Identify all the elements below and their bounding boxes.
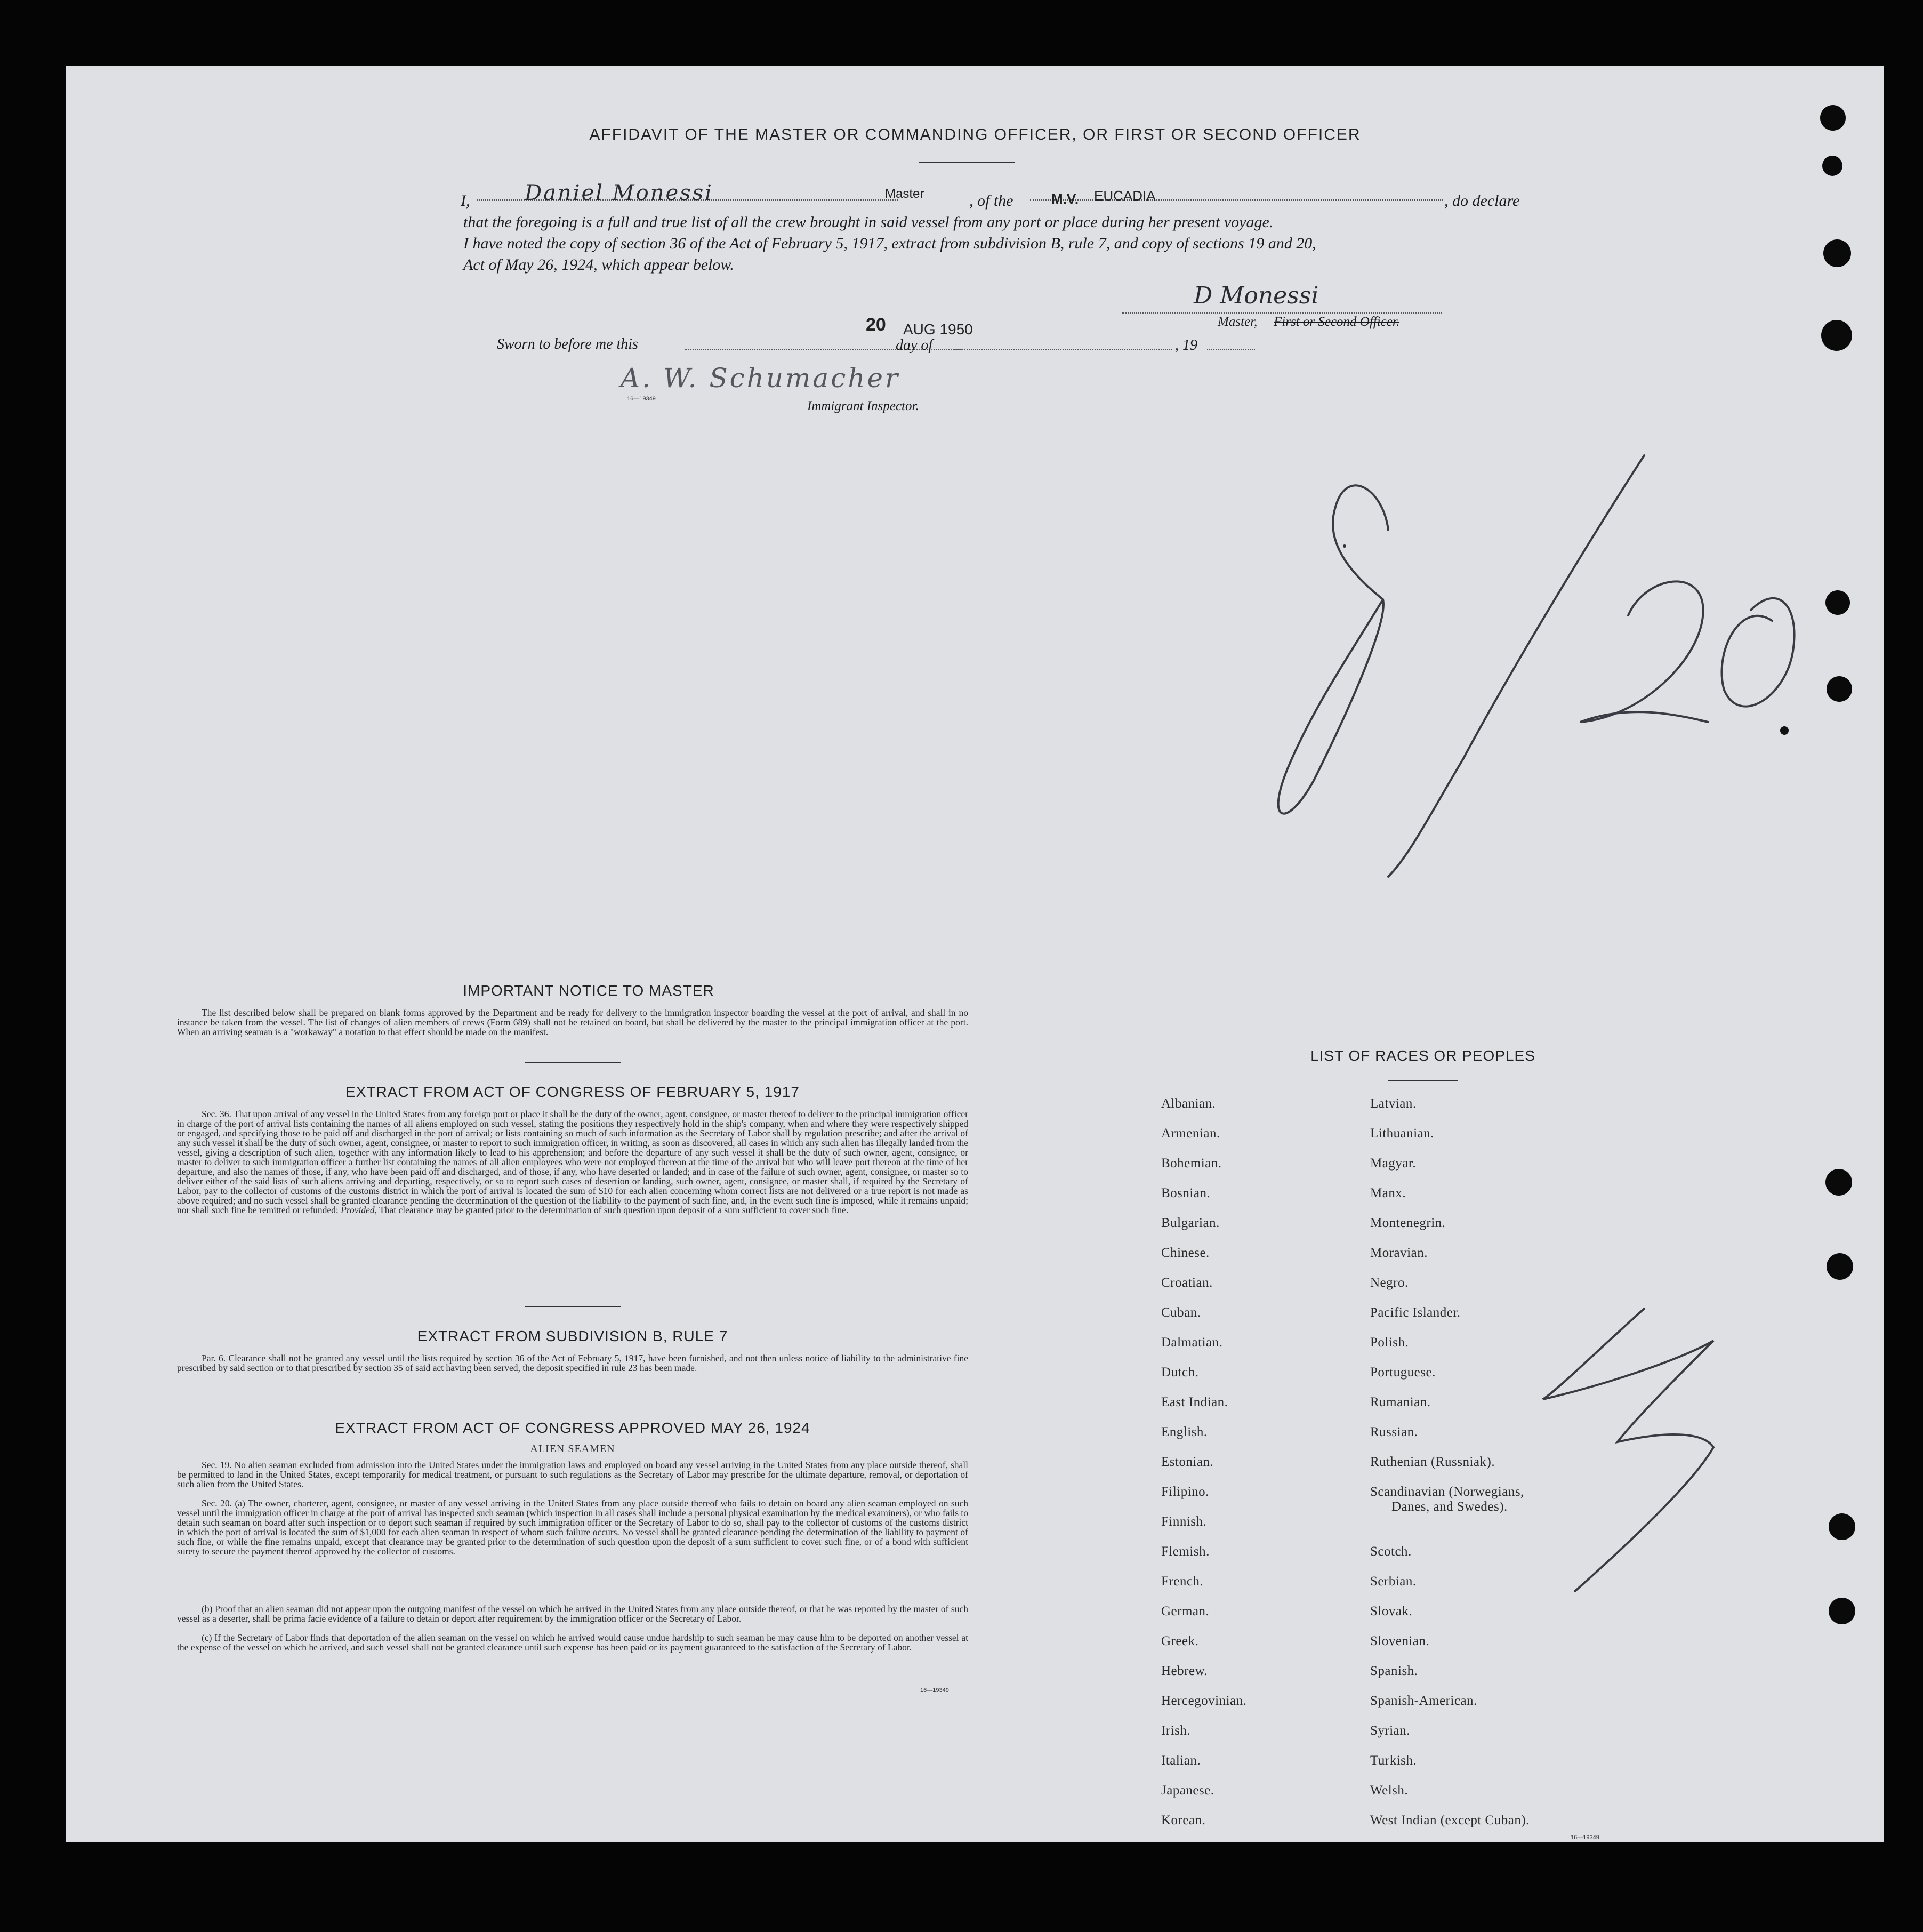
race-item: Hercegovinian. <box>1161 1694 1247 1708</box>
races-title: LIST OF RACES OR PEOPLES <box>1310 1047 1535 1064</box>
race-item: Latvian. <box>1370 1096 1417 1111</box>
races-form-number: 16—19349 <box>1571 1834 1599 1841</box>
day-of-text: day of <box>896 337 933 354</box>
sworn-text: Sworn to before me this <box>497 336 638 352</box>
pencil-dot <box>1780 726 1789 735</box>
race-item: Greek. <box>1161 1634 1199 1648</box>
race-item: Moravian. <box>1370 1246 1428 1260</box>
affidavit-line-2: that the foregoing is a full and true list of all the crew brought in said vessel from any port or place during her present voyage. <box>463 213 1274 231</box>
race-item: Japanese. <box>1161 1783 1214 1798</box>
race-item: Portuguese. <box>1370 1365 1436 1380</box>
race-item: Spanish-American. <box>1370 1694 1477 1708</box>
race-item: Rumanian. <box>1370 1395 1431 1409</box>
race-item: Korean. <box>1161 1813 1206 1827</box>
race-item: Negro. <box>1370 1276 1409 1290</box>
extract-1924-sec20b: (b) Proof that an alien seaman did not appear upon the outgoing manifest of the vessel on which he arrived in the United States from any place outside thereof, or that he was reported by the master of such vessel as a deserter, shall be prima facie evidence of a failure to detain or deport after requirement by the immigration officer or the Secretary of Labor. <box>177 1604 968 1624</box>
inspector-caption: Immigrant Inspector. <box>807 399 919 413</box>
race-item: Italian. <box>1161 1753 1201 1768</box>
handwritten-digit-8 <box>1278 485 1388 813</box>
inspector-form-number: 16—19349 <box>627 396 656 402</box>
race-item: Slovenian. <box>1370 1634 1430 1648</box>
affidavit-title: AFFIDAVIT OF THE MASTER OR COMMANDING OFFICER, OR FIRST OR SECOND OFFICER <box>589 126 1361 143</box>
notice-title: IMPORTANT NOTICE TO MASTER <box>463 982 714 999</box>
race-item: Slovak. <box>1370 1604 1413 1618</box>
race-item: Finnish. <box>1161 1514 1207 1529</box>
race-item: French. <box>1161 1574 1204 1589</box>
race-item: Bosnian. <box>1161 1186 1211 1200</box>
extract-rule7-body: Par. 6. Clearance shall not be granted any vessel until the lists required by section 36 of the Act of February 5, 1917, have been furnished, and not then unless notice of liability to the administrative fine prescribed by said section or to that prescribed by section 35 of said act having been served, the deposit specified in rule 23 has been made. <box>177 1353 968 1373</box>
do-declare-text: , do declare <box>1444 192 1520 210</box>
alien-seamen-subtitle: ALIEN SEAMEN <box>530 1443 615 1455</box>
handwritten-digit-3 <box>1543 1309 1713 1591</box>
document-page <box>66 66 1884 1842</box>
extract-1924-sec20c: (c) If the Secretary of Labor finds that deportation of the alien seaman on the vessel on which he arrived would cause undue hardship to such seaman he may cause him to be deported on another vessel at the expense of the vessel on which he arrived, and such vessel shall not be granted clearance until such expense has been paid or its payment guaranteed to the satisfaction of the Secretary of Labor. <box>177 1632 968 1653</box>
race-item: Filipino. <box>1161 1485 1209 1499</box>
section-rule <box>525 1306 621 1307</box>
race-item: Irish. <box>1161 1723 1191 1738</box>
declarant-prefix: I, <box>461 192 470 210</box>
extract-1917-body: Sec. 36. That upon arrival of any vessel in the United States from any foreign port or place it shall be the duty of the owner, agent, consignee, or master thereof to deliver to the principal immigration officer in charge of the port of arrival lists containing the names of all aliens employed on such vessel, stating the positions they respectively hold in the ship's company, when and where they were respectively shipped or engaged, and specifying those to be paid off and discharged in the port of arrival; or lists containing so much of such information as the Secretary of Labor shall by regulation prescribe; and after the arrival of any such vessel it shall be the duty of such owner, agent, consignee, or master to report to such immigration officer, in writing, as soon as discovered, all cases in which any such alien has illegally landed from the vessel, giving a description of such alien, together with any information likely to lead to his apprehension; and before the departure of any such vessel it shall be the duty of such owner, agent, consignee, or master to deliver to such immigration officer a further list containing the names of all alien employees who were not employed thereon at the time of the arrival but who will leave port thereon at the time of her departure, and also the names of those, if any, who have been paid off and discharged, and of those, if any, who have deserted or landed; and in case of the failure of such owner, agent, consignee, or master so to deliver either of the said lists of such aliens arriving and departing, respectively, or so to report such cases of desertion or landing, such owner, agent, consignee, or master shall, if required by the Secretary of Labor, pay to the collector of customs of the customs district in which the port of arrival is located the sum of $10 for each alien concerning whom correct lists are not delivered or a true report is not made as above required; and no such vessel shall be granted clearance pending the determination of the question of the liability to the payment of such fine, and, in the event such fine is imposed, while it remains unpaid; nor shall such fine be remitted or refunded: Provided, That clearance may be granted prior to the determination of such question upon deposit of a sum sufficient to cover such fine. <box>177 1109 968 1215</box>
handwritten-slash <box>1388 455 1644 877</box>
race-item: Polish. <box>1370 1335 1409 1350</box>
race-item: Hebrew. <box>1161 1664 1208 1678</box>
master-signature: D Monessi <box>1194 282 1319 309</box>
extract-1917-title: EXTRACT FROM ACT OF CONGRESS OF FEBRUARY 5, 1917 <box>345 1084 800 1100</box>
extract-1924-sec20a: Sec. 20. (a) The owner, charterer, agent, consignee, or master of any vessel arriving in the United States from any place outside thereof who fails to detain on board any alien seaman employed on such vessel until the immigration officer in charge at the port of arrival has inspected such seaman (which inspection in all cases shall include a personal physical examination by the medical examiners), or who fails to detain such seaman on board after such inspection or to deport such seaman if required by such immigration officer or the Secretary of Labor to do so, shall pay to the collector of customs of the customs district in which the port of arrival is located the sum of $1,000 for each alien seaman in respect of whom such failure occurs. No vessel shall be granted clearance pending the determination of the liability to payment of such fine, or while the fine remains unpaid, except that clearance may be granted prior to the determination of such question upon the deposit of a sum sufficient to cover such fine, or of a bond with sufficient surety to secure the payment thereof approved by the collector of customs. <box>177 1498 968 1557</box>
affidavit-line-4: Act of May 26, 1924, which appear below. <box>463 256 734 274</box>
race-item: Flemish. <box>1161 1544 1210 1559</box>
race-item: Scotch. <box>1370 1544 1412 1559</box>
inspector-signature: A. W. Schumacher <box>621 363 900 394</box>
extract-1924-sec19: Sec. 19. No alien seaman excluded from admission into the United States under the immigration laws and employed on board any vessel arriving in the United States from any place outside thereof, shall be permitted to land in the United States, except temporarily for medical treatment, or pursuant to such regulations as the Secretary of Labor may prescribe for the ultimate departure, removal, or deportation of such alien from the United States. <box>177 1460 968 1489</box>
race-item: Serbian. <box>1370 1574 1417 1589</box>
race-item-continuation: Danes, and Swedes). <box>1391 1500 1508 1514</box>
pencil-annotations <box>66 66 1884 1842</box>
race-item: Dutch. <box>1161 1365 1199 1380</box>
race-item: West Indian (except Cuban). <box>1370 1813 1530 1827</box>
handwritten-digit-2 <box>1580 581 1708 722</box>
race-item: Bohemian. <box>1161 1156 1222 1171</box>
race-item: Montenegrin. <box>1370 1216 1446 1230</box>
race-item: Albanian. <box>1161 1096 1216 1111</box>
notice-body: The list described below shall be prepared on blank forms approved by the Department and be ready for delivery to the immigration inspector boarding the vessel at the port of arrival, and shall in no instance be taken from the vessel. The list of changes of alien members of crews (Form 689) shall not be retained on board, but shall be delivered by the master to the principal immigration officer at the port. When an arriving seaman is a "workaway" a notation to that effect should be made on the manifest. <box>177 1007 968 1037</box>
race-item: Spanish. <box>1370 1664 1418 1678</box>
year-prefix: , 19 <box>1175 337 1197 354</box>
race-item: Syrian. <box>1370 1723 1411 1738</box>
handwritten-digit-0 <box>1722 598 1795 707</box>
race-item: German. <box>1161 1604 1210 1618</box>
declarant-name: Daniel Monessi <box>525 181 713 205</box>
races-rule <box>1388 1080 1458 1081</box>
extract-1924-title: EXTRACT FROM ACT OF CONGRESS APPROVED MAY 26, 1924 <box>335 1420 810 1436</box>
race-item: Pacific Islander. <box>1370 1305 1461 1320</box>
date-stamp-month-year: AUG 1950 <box>903 321 973 338</box>
race-item: Ruthenian (Russniak). <box>1370 1455 1495 1469</box>
pencil-dot <box>1343 544 1346 548</box>
race-item: Croatian. <box>1161 1276 1213 1290</box>
of-the-text: , of the <box>969 192 1013 210</box>
race-item: Scandinavian (Norwegians, <box>1370 1485 1524 1499</box>
master-caption: Master, <box>1218 315 1258 329</box>
race-item: Magyar. <box>1370 1156 1417 1171</box>
race-item: Cuban. <box>1161 1305 1201 1320</box>
extract-form-number: 16—19349 <box>920 1687 949 1694</box>
race-item: Lithuanian. <box>1370 1126 1435 1141</box>
date-stamp-day: 20 <box>866 315 886 335</box>
section-rule <box>525 1062 621 1063</box>
race-item: Bulgarian. <box>1161 1216 1220 1230</box>
rank-stamp: Master <box>885 187 924 201</box>
affidavit-line-3: I have noted the copy of section 36 of the Act of February 5, 1917, extract from subdivision B, rule 7, and copy of sections 19 and 20, <box>463 235 1316 252</box>
race-item: Russian. <box>1370 1425 1418 1439</box>
officer-caption-struck: First or Second Officer. <box>1274 315 1400 329</box>
race-item: Dalmatian. <box>1161 1335 1223 1350</box>
race-item: Turkish. <box>1370 1753 1417 1768</box>
vessel-name: EUCADIA <box>1094 188 1156 204</box>
extract-rule7-title: EXTRACT FROM SUBDIVISION B, RULE 7 <box>417 1328 728 1344</box>
race-item: East Indian. <box>1161 1395 1228 1409</box>
race-item: English. <box>1161 1425 1208 1439</box>
vessel-prefix: M.V. <box>1051 191 1079 207</box>
race-item: Armenian. <box>1161 1126 1220 1141</box>
race-item: Manx. <box>1370 1186 1406 1200</box>
race-item: Welsh. <box>1370 1783 1409 1798</box>
race-item: Estonian. <box>1161 1455 1214 1469</box>
race-item: Chinese. <box>1161 1246 1210 1260</box>
